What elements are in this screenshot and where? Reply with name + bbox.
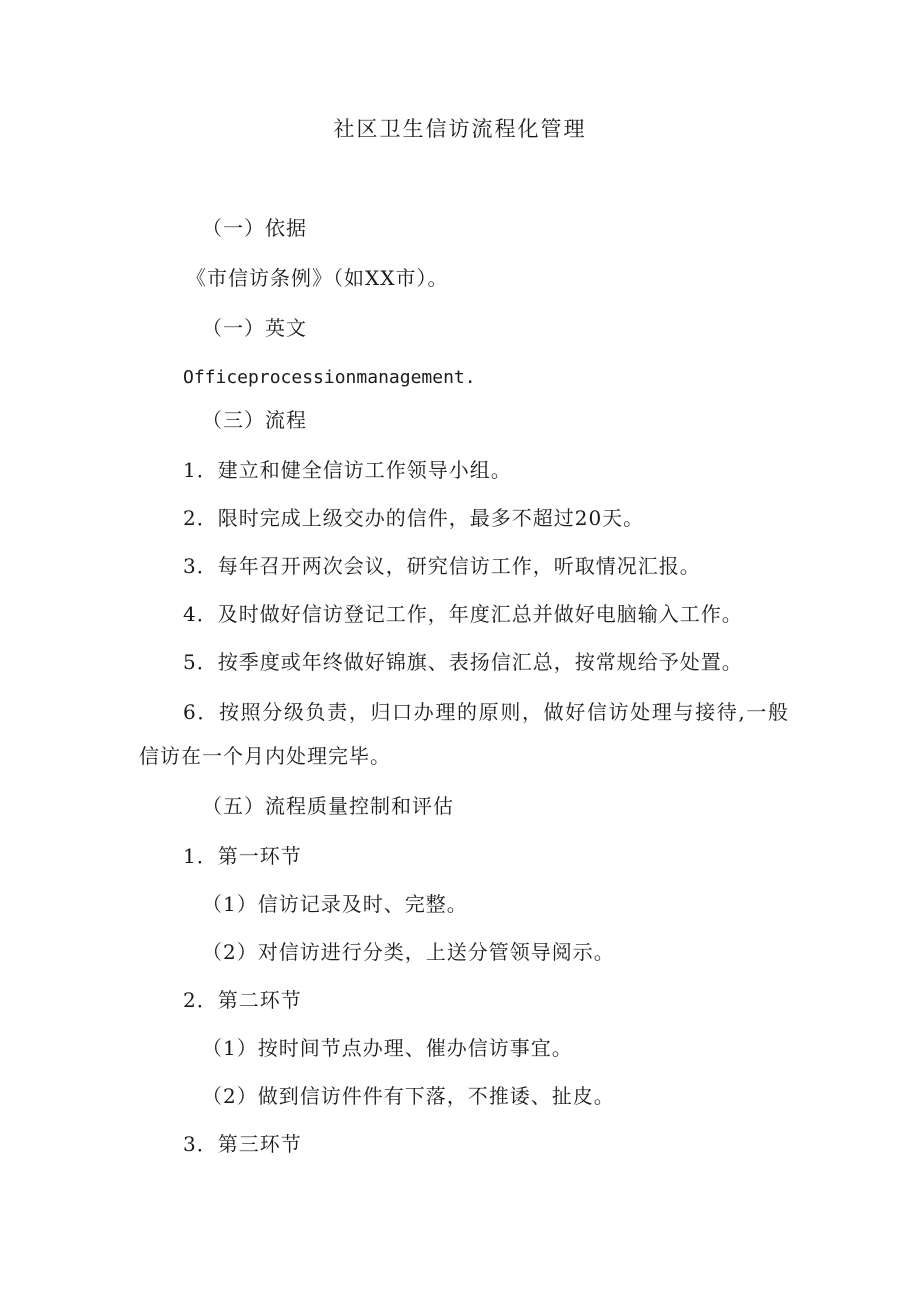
section-basis-heading: （一）依据 [202, 216, 307, 240]
section-process-heading: （三）流程 [202, 408, 307, 432]
stage-2-title: 2．第二环节 [183, 988, 302, 1012]
process-item-5: 5．按季度或年终做好锦旗、表扬信汇总，按常规给予处置。 [183, 650, 743, 674]
process-item-3: 3．每年召开两次会议，研究信访工作，听取情况汇报。 [183, 554, 701, 578]
section-english-text: Officeprocessionmanagement. [183, 367, 476, 388]
stage-2-item-2: （2）做到信访件件有下落，不推诿、扯皮。 [202, 1084, 615, 1108]
stage-1-item-2: （2）对信访进行分类，上送分管领导阅示。 [202, 940, 615, 964]
section-basis-text: 《市信访条例》（如XX市）。 [186, 266, 449, 290]
stage-3-title: 3．第三环节 [183, 1132, 302, 1156]
process-item-6: 6．按照分级负责，归口办理的原则，做好信访处理与接待,一般信访在一个月内处理完毕。 [139, 700, 789, 768]
section-quality-heading: （五）流程质量控制和评估 [202, 794, 454, 818]
process-item-1: 1．建立和健全信访工作领导小组。 [183, 458, 512, 482]
process-item-4: 4．及时做好信访登记工作，年度汇总并做好电脑输入工作。 [183, 602, 743, 626]
stage-1-title: 1．第一环节 [183, 844, 302, 868]
stage-1-item-1: （1）信访记录及时、完整。 [202, 892, 468, 916]
stage-2-item-1: （1）按时间节点办理、催办信访事宜。 [202, 1036, 573, 1060]
document-title: 社区卫生信访流程化管理 [333, 117, 587, 141]
process-item-2: 2．限时完成上级交办的信件，最多不超过20天。 [183, 506, 645, 530]
section-english-heading: （一）英文 [202, 316, 307, 340]
